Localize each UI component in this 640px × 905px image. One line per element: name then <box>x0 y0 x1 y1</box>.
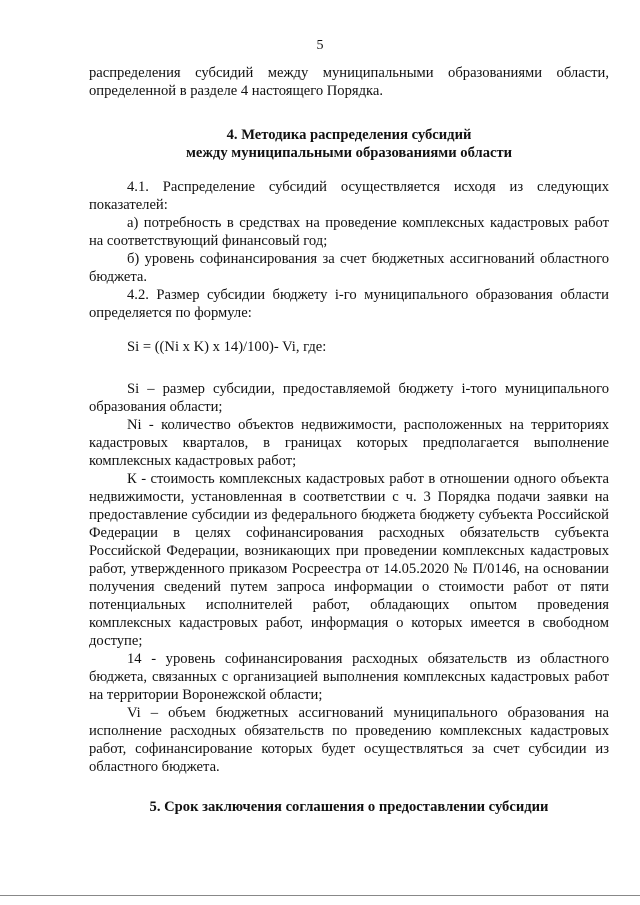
scan-edge-line <box>0 895 640 896</box>
paragraph-b: б) уровень софинансирования за счет бюджетных ассигнований областного бюджета. <box>89 251 609 285</box>
definition-k: К - стоимость комплексных кадастровых работ в отношении одного объекта недвижимости, установленная в соответствии с ч. 3 Порядка подачи заявки на предоставление субсидии из федерального бюджета бюджету субъекта Российской Федерации в целях софинансирования расходных обязательств субъекта Российской Федерации, возникающих при проведении комплексных кадастровых работ, утвержденного приказом Росреестра от 14.05.2020 № П/0146, на основании получения сведений путем запроса информации о стоимости работ от пяти потенциальных исполнителей работ, обладающих опытом проведения комплексных кадастровых работ, информация о которых имеется в свободном доступе; <box>89 471 609 649</box>
section-4-heading <box>89 126 609 162</box>
definition-si: Si – размер субсидии, предоставляемой бюджету i-того муниципального образования области; <box>89 381 609 415</box>
paragraph-4-2: 4.2. Размер субсидии бюджету i-го муниципального образования области определяется по формуле: <box>89 287 609 321</box>
definition-vi: Vi – объем бюджетных ассигнований муниципального образования на исполнение расходных обязательств по проведению комплексных кадастровых работ, софинансирование которых будет осуществляться за счет субсидии из областного бюджета. <box>89 705 609 775</box>
page-number: 5 <box>316 38 324 53</box>
definition-ni: Ni - количество объектов недвижимости, расположенных на территориях кадастровых кварталов, в границах которых предполагается выполнение комплексных кадастровых работ; <box>89 417 609 469</box>
section-4-heading-line2: между муниципальными образованиями области <box>185 145 513 161</box>
paragraph-a: а) потребность в средствах на проведение комплексных кадастровых работ на соответствующий финансовый год; <box>89 215 609 249</box>
definition-14: 14 - уровень софинансирования расходных обязательств из областного бюджета, связанных с организацией выполнения комплексных кадастровых работ на территории Воронежской области; <box>89 651 609 703</box>
section-5-heading: 5. Срок заключения соглашения о предоставлении субсидии <box>149 799 549 815</box>
formula: Si = ((Ni x K) x 14)/100)- Vi, где: <box>127 339 327 355</box>
document-body <box>89 64 609 816</box>
intro-paragraph: распределения субсидий между муниципальными образованиями области, определенной в разделе 4 настоящего Порядка. <box>89 65 609 99</box>
paragraph-4-1: 4.1. Распределение субсидий осуществляется исходя из следующих показателей: <box>89 179 609 213</box>
section-4-heading-line1: 4. Методика распределения субсидий <box>226 127 472 143</box>
